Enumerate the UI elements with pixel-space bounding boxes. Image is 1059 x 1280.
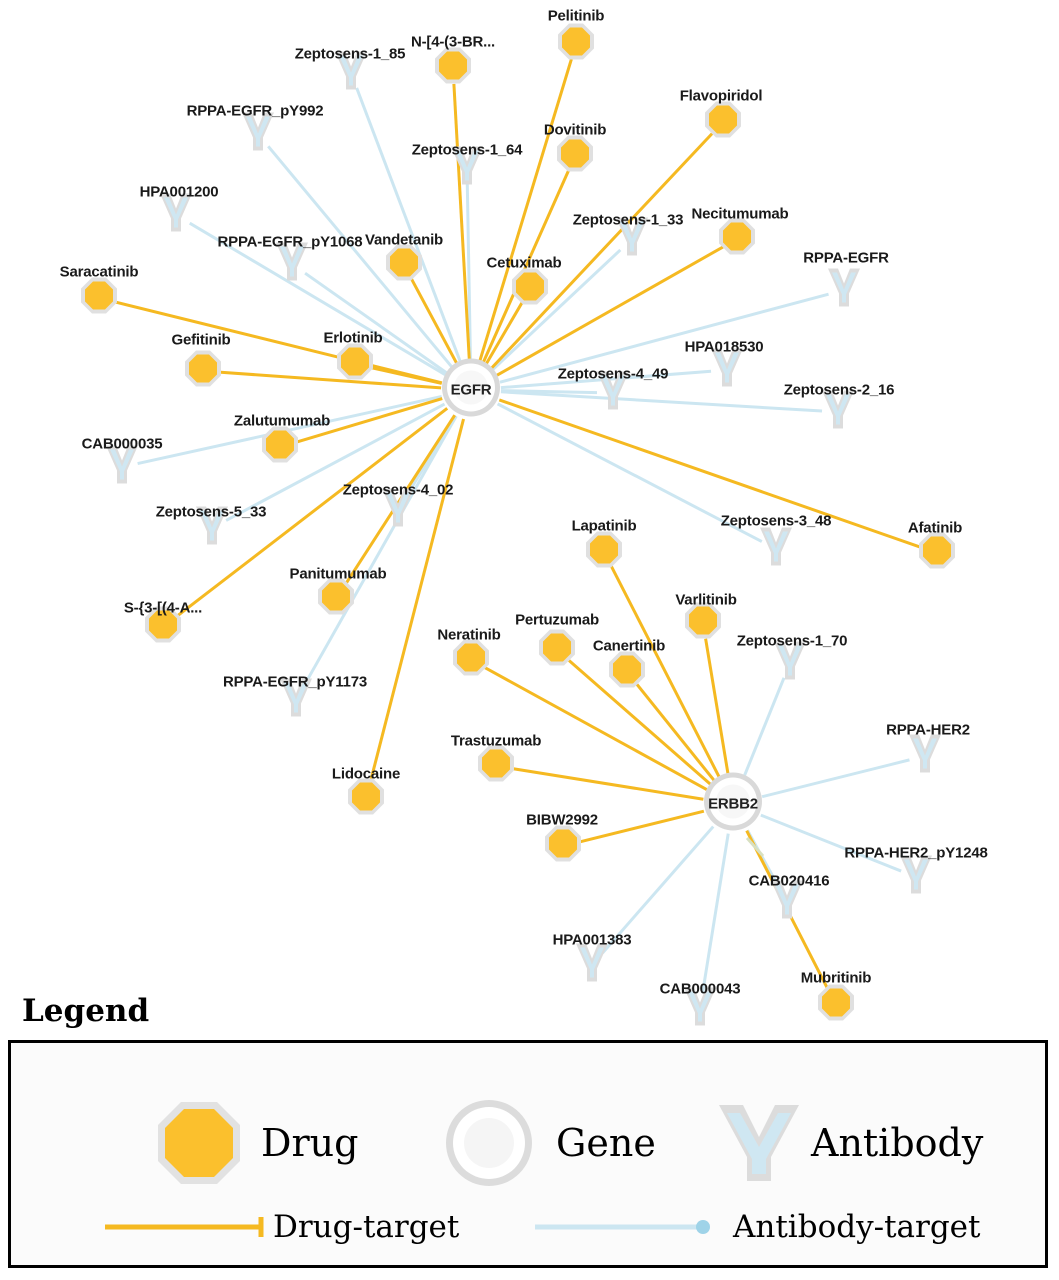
- drug-node-label: Trastuzumab: [450, 732, 542, 750]
- drug-node[interactable]: [555, 134, 595, 179]
- antibody-node-label: HPA001200: [139, 183, 219, 201]
- drug-node[interactable]: [260, 425, 300, 470]
- antibody-node-label: CAB020416: [748, 872, 830, 890]
- drug-node-label: N-[4-(3-BR...: [410, 33, 496, 51]
- legend-title: Legend: [22, 993, 150, 1029]
- antibody-node-label: RPPA-EGFR_pY992: [186, 102, 324, 120]
- drug-node-label: Flavopiridol: [679, 87, 763, 105]
- drug-node[interactable]: [584, 530, 624, 575]
- edge: [304, 416, 456, 686]
- legend-drug-icon: [151, 1095, 247, 1196]
- drug-node[interactable]: [556, 22, 596, 67]
- legend-antibody-edge-icon: [531, 1215, 721, 1239]
- drug-node-label: Pelitinib: [547, 7, 605, 25]
- drug-node[interactable]: [510, 267, 550, 312]
- edge: [762, 760, 909, 797]
- drug-node[interactable]: [717, 217, 757, 262]
- antibody-node-label: CAB000043: [659, 980, 741, 998]
- drug-node-label: Canertinib: [592, 637, 666, 655]
- drug-node-label: Dovitinib: [543, 121, 607, 139]
- antibody-node-label: Zeptosens-4_49: [557, 365, 669, 383]
- legend-antibody-icon: [711, 1095, 807, 1196]
- edge: [747, 838, 763, 856]
- antibody-node[interactable]: [758, 525, 794, 574]
- drug-node[interactable]: [384, 243, 424, 288]
- antibody-node-label: RPPA-EGFR: [803, 249, 889, 267]
- drug-node-label: Vandetanib: [364, 231, 444, 249]
- legend-antibody-edge-label: Antibody-target: [733, 1209, 981, 1245]
- antibody-node-label: RPPA-EGFR_pY1068: [217, 233, 363, 251]
- edge: [305, 273, 446, 373]
- antibody-node[interactable]: [826, 266, 862, 315]
- drug-node[interactable]: [346, 777, 386, 822]
- antibody-node-label: Zeptosens-5_33: [155, 503, 267, 521]
- drug-node[interactable]: [433, 46, 473, 91]
- antibody-node-label: Zeptosens-1_64: [411, 141, 523, 159]
- antibody-node-label: RPPA-EGFR_pY1173: [222, 673, 368, 691]
- antibody-node-label: Zeptosens-3_48: [720, 512, 832, 530]
- antibody-node-label: Zeptosens-2_16: [783, 381, 895, 399]
- antibody-node-label: Zeptosens-1_85: [294, 45, 406, 63]
- drug-node[interactable]: [451, 638, 491, 683]
- antibody-node-label: HPA018530: [684, 338, 764, 356]
- drug-node[interactable]: [476, 744, 516, 789]
- drug-node-label: Gefitinib: [171, 331, 231, 349]
- drug-node-label: Varlitinib: [675, 591, 737, 609]
- legend-box: [8, 1040, 1048, 1268]
- drug-node[interactable]: [543, 824, 583, 869]
- drug-node[interactable]: [703, 100, 743, 145]
- edge: [501, 392, 822, 411]
- antibody-node-label: RPPA-HER2: [886, 721, 970, 739]
- legend-gene-label: Gene: [556, 1121, 656, 1165]
- edge: [371, 367, 442, 383]
- drug-node-label: Afatinib: [907, 519, 963, 537]
- antibody-node-label: Zeptosens-1_70: [736, 632, 848, 650]
- antibody-node-label: Zeptosens-4_02: [342, 481, 454, 499]
- drug-node-label: Panitumumab: [289, 565, 387, 583]
- drug-node-label: BIBW2992: [526, 811, 598, 829]
- drug-node[interactable]: [183, 349, 223, 394]
- drug-node[interactable]: [335, 342, 375, 387]
- drug-node-label: Zalutumumab: [233, 412, 331, 430]
- edge: [703, 834, 729, 994]
- legend-drug-edge-icon: [101, 1215, 281, 1239]
- drug-node-label: Neratinib: [437, 626, 501, 644]
- gene-node-label: EGFR: [450, 381, 492, 399]
- drug-node-label: S-{3-[(4-A...: [123, 599, 203, 617]
- drug-node-label: Erlotinib: [323, 329, 383, 347]
- gene-node-label: ERBB2: [708, 795, 758, 813]
- drug-node-label: Pertuzumab: [515, 611, 599, 629]
- legend-drug-edge-label: Drug-target: [273, 1209, 460, 1245]
- legend-antibody-label: Antibody: [811, 1121, 984, 1165]
- drug-node-label: Mubritinib: [800, 969, 872, 987]
- edge: [761, 815, 901, 871]
- edge: [480, 59, 572, 361]
- drug-node[interactable]: [917, 531, 957, 576]
- legend-gene-icon: [441, 1095, 537, 1196]
- antibody-node-label: HPA001383: [552, 931, 632, 949]
- drug-node[interactable]: [816, 983, 856, 1028]
- drug-node-label: Necitumumab: [691, 205, 789, 223]
- drug-node[interactable]: [537, 628, 577, 673]
- drug-node-label: Cetuximab: [486, 254, 562, 272]
- drug-node[interactable]: [316, 577, 356, 622]
- drug-node[interactable]: [79, 276, 119, 321]
- drug-node-label: Lapatinib: [571, 517, 637, 535]
- antibody-node-label: RPPA-HER2_pY1248: [844, 844, 988, 862]
- antibody-node-label: CAB000035: [81, 435, 163, 453]
- drug-node[interactable]: [607, 650, 647, 695]
- antibody-node-label: Zeptosens-1_33: [572, 211, 684, 229]
- edge: [637, 684, 714, 780]
- antibody-node[interactable]: [907, 732, 943, 781]
- edge: [744, 678, 784, 776]
- drug-node-label: Lidocaine: [331, 765, 401, 783]
- legend-drug-label: Drug: [261, 1121, 359, 1165]
- drug-node-label: Saracatinib: [59, 263, 139, 281]
- edge: [499, 400, 922, 548]
